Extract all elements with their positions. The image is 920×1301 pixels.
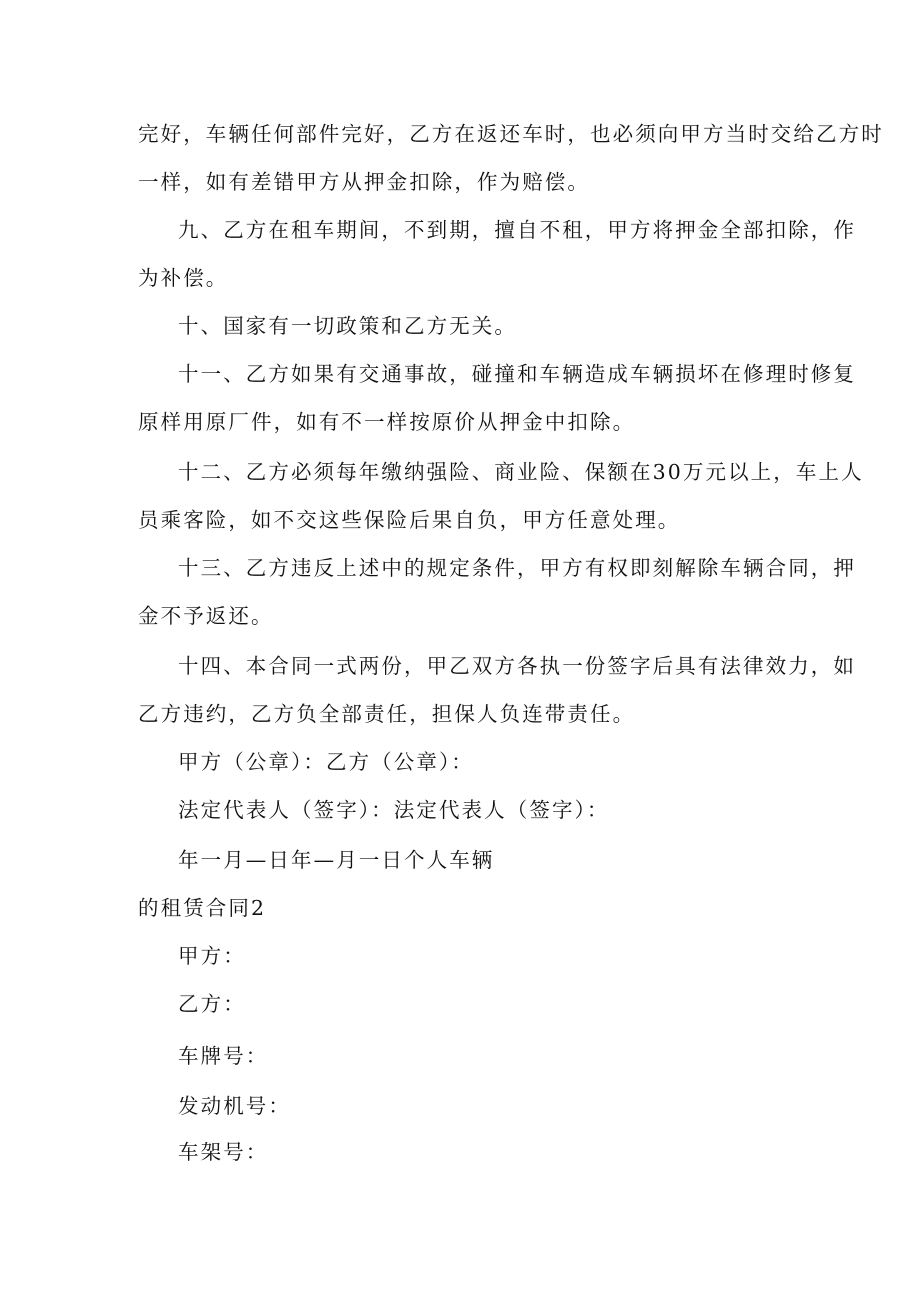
party-b-field: 乙方：	[178, 992, 246, 1016]
seal-line: 甲方（公章）：乙方（公章）：	[178, 750, 474, 774]
text-line: 乙方违约，乙方负全部责任，担保人负连带责任。	[138, 702, 636, 726]
contract-title-line: 的租赁合同2	[138, 896, 267, 920]
text-line: 金不予返还。	[138, 604, 274, 628]
party-a-field: 甲方：	[178, 944, 246, 968]
clause-14-line: 十四、本合同一式两份，甲乙双方各执一份签字后具有法律效力，如	[178, 654, 856, 678]
date-line: 年一月—日年—月一日个人车辆	[178, 848, 495, 872]
engine-number-field: 发动机号：	[178, 1094, 291, 1118]
text-line: 一样，如有差错甲方从押金扣除，作为赔偿。	[138, 170, 590, 194]
signature-line: 法定代表人（签字）：法定代表人（签字）：	[178, 798, 610, 822]
clause-12-line: 十二、乙方必须每年缴纳强险、商业险、保额在30万元以上，车上人	[178, 460, 864, 484]
text-line: 为补偿。	[138, 266, 229, 290]
clause-13-line: 十三、乙方违反上述中的规定条件，甲方有权即刻解除车辆合同，押	[178, 556, 856, 580]
text-line: 完好，车辆任何部件完好，乙方在返还车时，也必须向甲方当时交给乙方时	[138, 122, 884, 146]
frame-number-field: 车架号：	[178, 1140, 269, 1164]
clause-11-line: 十一、乙方如果有交通事故，碰撞和车辆造成车辆损坏在修理时修复	[178, 362, 856, 386]
text-line: 员乘客险，如不交这些保险后果自负，甲方任意处理。	[138, 508, 681, 532]
clause-9-line: 九、乙方在租车期间，不到期，擅自不租，甲方将押金全部扣除，作	[178, 218, 856, 242]
clause-10-line: 十、国家有一切政策和乙方无关。	[178, 314, 517, 338]
plate-number-field: 车牌号：	[178, 1044, 269, 1068]
text-line: 原样用原厂件，如有不一样按原价从押金中扣除。	[138, 410, 636, 434]
